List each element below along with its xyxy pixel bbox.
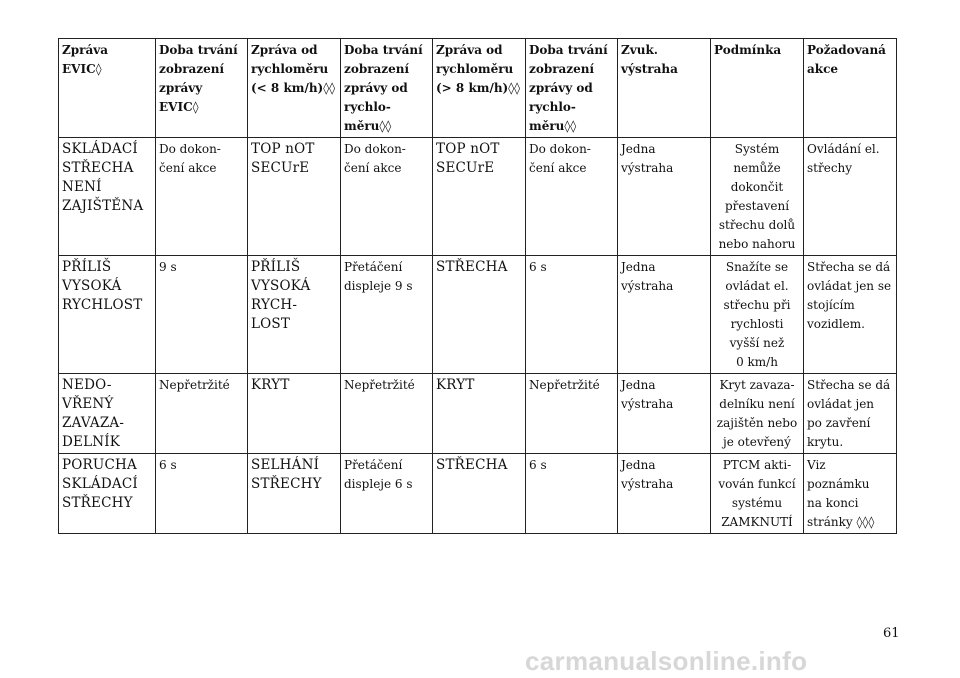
cell-chime — [618, 374, 711, 454]
cell-text-line: měru◊◊ — [344, 119, 392, 133]
cell-text-line: přestavení — [724, 199, 790, 213]
header-speed-msg-high — [433, 39, 526, 138]
cell-text-line: Střecha se dá — [807, 378, 891, 392]
cell-text-line: delníku není — [719, 397, 795, 411]
cell-text-line: Podmínka — [714, 43, 782, 57]
cell-text-line: Jedna — [621, 260, 656, 274]
cell-text-line: ovládat el. — [725, 279, 789, 293]
cell-evic-duration — [156, 256, 248, 374]
cell-text-line: STŘECHY — [62, 495, 133, 511]
cell-evic-message — [59, 138, 156, 256]
cell-text-line: výstraha — [621, 279, 674, 293]
cell-text-line: čení akce — [159, 161, 217, 175]
cell-text-line: vován funkcí — [718, 477, 796, 491]
cell-text-line: Nepřetržité — [344, 378, 415, 392]
evic-message-table — [58, 38, 897, 534]
cell-text-line: Požadovaná — [807, 43, 886, 57]
cell-text-line: VYSOKÁ — [62, 278, 122, 294]
cell-text-line: RYCH- — [251, 297, 298, 313]
cell-speed-msg-high — [433, 454, 526, 534]
cell-text-line: zobrazení — [529, 62, 595, 76]
cell-text-line: Střecha se dá — [807, 260, 891, 274]
cell-text-line: Přetáčení — [344, 260, 403, 274]
cell-text-line: poznámku — [807, 477, 870, 491]
cell-required-action — [804, 256, 897, 374]
cell-evic-duration — [156, 454, 248, 534]
cell-text-line: displeje 6 s — [344, 477, 413, 491]
cell-text-line: Jedna — [621, 378, 656, 392]
cell-text-line: VYSOKÁ — [251, 278, 311, 294]
cell-speed-duration-low — [341, 256, 433, 374]
cell-text-line: ovládat jen — [807, 397, 875, 411]
cell-text-line: EVIC◊ — [159, 100, 199, 114]
cell-text-line: NEDO- — [62, 377, 112, 393]
cell-required-action — [804, 454, 897, 534]
cell-speed-duration-low — [341, 138, 433, 256]
cell-text-line: SECUrE — [251, 160, 310, 176]
cell-text-line: čení akce — [529, 161, 587, 175]
cell-text-line: Snažíte se — [725, 260, 789, 274]
cell-speed-msg-low — [248, 138, 341, 256]
cell-evic-message — [59, 454, 156, 534]
cell-text-line: RYCHLOST — [62, 297, 143, 313]
cell-text-line: Systém — [734, 142, 780, 156]
cell-evic-duration — [156, 138, 248, 256]
cell-text-line: SKLÁDACÍ — [62, 141, 138, 157]
cell-condition — [711, 374, 804, 454]
cell-chime — [618, 256, 711, 374]
cell-evic-message — [59, 256, 156, 374]
cell-speed-duration-high — [526, 454, 618, 534]
cell-required-action — [804, 138, 897, 256]
cell-text-line: STŘECHA — [436, 457, 508, 473]
cell-text-line: KRYT — [436, 377, 475, 393]
cell-text-line: vozidlem. — [807, 317, 865, 331]
cell-text-line: měru◊◊ — [529, 119, 577, 133]
header-speed-duration-high — [526, 39, 618, 138]
cell-text-line: výstraha — [621, 397, 674, 411]
cell-speed-msg-low — [248, 454, 341, 534]
cell-text-line: STŘECHA — [62, 160, 134, 176]
cell-text-line: ZAMKNUTÍ — [721, 515, 793, 529]
header-chime — [618, 39, 711, 138]
cell-speed-msg-low — [248, 374, 341, 454]
cell-text-line: Jedna — [621, 458, 656, 472]
cell-text-line: vyšší než — [729, 336, 785, 350]
table-row — [59, 138, 897, 256]
cell-text-line: zprávy od — [344, 81, 408, 95]
cell-text-line: Viz — [807, 458, 826, 472]
cell-text-line: 9 s — [159, 260, 177, 274]
cell-text-line: NENÍ — [62, 179, 102, 195]
cell-text-line: rychloměru — [251, 62, 329, 76]
cell-text-line: SECUrE — [436, 160, 495, 176]
cell-text-line: PŘÍLIŠ — [62, 259, 112, 275]
cell-text-line: 6 s — [159, 458, 177, 472]
cell-text-line: 6 s — [529, 260, 547, 274]
cell-text-line: Do dokon- — [529, 142, 591, 156]
cell-text-line: stojícím — [807, 298, 855, 312]
cell-text-line: Do dokon- — [344, 142, 406, 156]
cell-condition — [711, 256, 804, 374]
cell-text-line: Přetáčení — [344, 458, 403, 472]
table-row — [59, 374, 897, 454]
watermark-text: carmanualsonline.info — [525, 646, 808, 676]
cell-text-line: na konci — [807, 496, 859, 510]
cell-text-line: je otevřený — [723, 435, 791, 449]
cell-text-line: rychlo- — [344, 100, 391, 114]
cell-text-line: Ovládání el. — [807, 142, 880, 156]
cell-text-line: STŘECHA — [436, 259, 508, 275]
table-header-row — [59, 39, 897, 138]
cell-text-line: nebo nahoru — [718, 237, 796, 251]
table-row — [59, 256, 897, 374]
cell-text-line: TOP nOT — [251, 141, 315, 157]
cell-text-line: střechu dolů — [718, 218, 796, 232]
cell-text-line: STŘECHY — [251, 476, 322, 492]
cell-text-line: (< 8 km/h)◊◊ — [251, 81, 336, 95]
cell-text-line: LOST — [251, 316, 291, 332]
cell-text-line: 0 km/h — [736, 355, 778, 369]
header-speed-msg-low — [248, 39, 341, 138]
cell-speed-msg-high — [433, 138, 526, 256]
cell-text-line: střechy — [807, 161, 853, 175]
cell-text-line: systému — [731, 496, 783, 510]
cell-text-line: ZAVAZA- — [62, 415, 125, 431]
cell-text-line: Kryt zavaza- — [719, 378, 795, 392]
cell-text-line: Jedna — [621, 142, 656, 156]
cell-speed-msg-low — [248, 256, 341, 374]
cell-text-line: rychlo- — [529, 100, 576, 114]
cell-text-line: výstraha — [621, 161, 674, 175]
cell-text-line: Zvuk. — [621, 43, 658, 57]
page-number: 61 — [883, 626, 900, 641]
cell-text-line: displeje 9 s — [344, 279, 413, 293]
cell-speed-duration-high — [526, 138, 618, 256]
cell-text-line: SELHÁNÍ — [251, 457, 320, 473]
cell-chime — [618, 138, 711, 256]
cell-speed-duration-low — [341, 454, 433, 534]
table-row — [59, 454, 897, 534]
cell-text-line: PORUCHA — [62, 457, 137, 473]
cell-text-line: stránky ◊◊◊ — [807, 515, 875, 529]
cell-text-line: Zpráva od — [436, 43, 503, 57]
cell-text-line: EVIC◊ — [62, 62, 102, 76]
cell-chime — [618, 454, 711, 534]
cell-text-line: rychlosti — [730, 317, 784, 331]
cell-text-line: ovládat jen se — [807, 279, 892, 293]
cell-speed-duration-high — [526, 374, 618, 454]
cell-text-line: nemůže — [733, 161, 781, 175]
cell-condition — [711, 454, 804, 534]
header-condition — [711, 39, 804, 138]
cell-condition — [711, 138, 804, 256]
cell-evic-message — [59, 374, 156, 454]
cell-text-line: 6 s — [529, 458, 547, 472]
header-evic-message — [59, 39, 156, 138]
cell-text-line: krytu. — [807, 435, 844, 449]
cell-text-line: Doba trvání — [344, 43, 423, 57]
cell-text-line: Doba trvání — [529, 43, 608, 57]
cell-text-line: Zpráva — [62, 43, 108, 57]
cell-text-line: PTCM akti- — [722, 458, 792, 472]
header-speed-duration-low — [341, 39, 433, 138]
cell-text-line: ZAJIŠTĚNA — [62, 198, 144, 214]
cell-text-line: výstraha — [621, 62, 678, 76]
cell-text-line: po zavření — [807, 416, 871, 430]
cell-text-line: výstraha — [621, 477, 674, 491]
cell-text-line: Nepřetržité — [529, 378, 600, 392]
cell-text-line: zprávy — [159, 81, 203, 95]
cell-text-line: KRYT — [251, 377, 290, 393]
cell-text-line: DELNÍK — [62, 434, 121, 450]
cell-speed-msg-high — [433, 374, 526, 454]
cell-text-line: dokončit — [730, 180, 784, 194]
cell-text-line: PŘÍLIŠ — [251, 259, 301, 275]
cell-text-line: čení akce — [344, 161, 402, 175]
cell-text-line: střechu při — [723, 298, 791, 312]
cell-text-line: VŘENÝ — [62, 396, 114, 412]
cell-evic-duration — [156, 374, 248, 454]
cell-text-line: (> 8 km/h)◊◊ — [436, 81, 521, 95]
cell-text-line: zajištěn nebo — [716, 416, 798, 430]
cell-text-line: akce — [807, 62, 839, 76]
cell-speed-duration-low — [341, 374, 433, 454]
cell-text-line: zobrazení — [344, 62, 410, 76]
cell-text-line: zprávy od — [529, 81, 593, 95]
cell-text-line: rychloměru — [436, 62, 514, 76]
cell-text-line: TOP nOT — [436, 141, 500, 157]
cell-required-action — [804, 374, 897, 454]
cell-text-line: zobrazení — [159, 62, 225, 76]
cell-text-line: Doba trvání — [159, 43, 238, 57]
header-evic-duration — [156, 39, 248, 138]
cell-text-line: Nepřetržité — [159, 378, 230, 392]
cell-text-line: Zpráva od — [251, 43, 318, 57]
header-required-action — [804, 39, 897, 138]
cell-speed-duration-high — [526, 256, 618, 374]
cell-text-line: SKLÁDACÍ — [62, 476, 138, 492]
cell-speed-msg-high — [433, 256, 526, 374]
cell-text-line: Do dokon- — [159, 142, 221, 156]
